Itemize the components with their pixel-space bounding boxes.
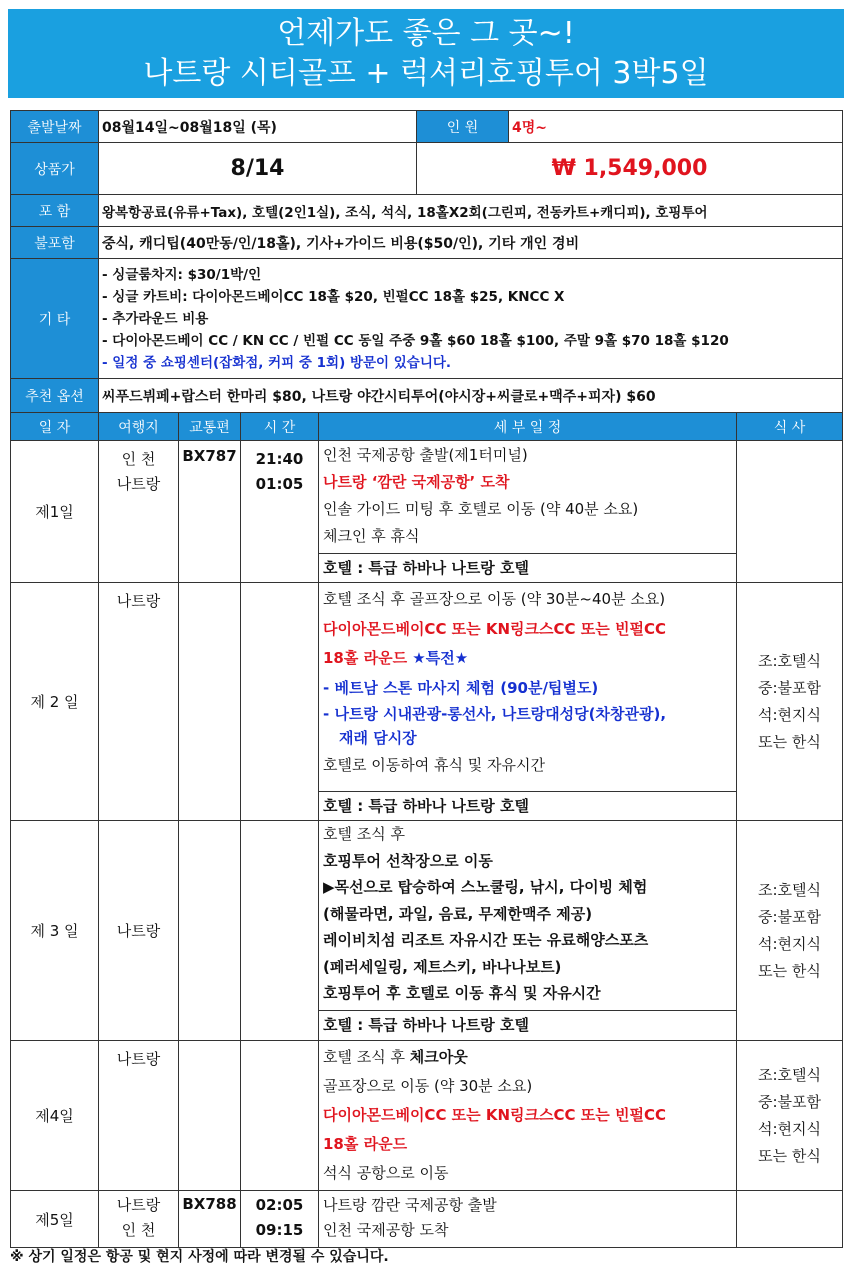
day-row-3	[11, 821, 843, 1041]
time-value: 21:40	[255, 450, 304, 468]
banner-title-line1: 언제가도 좋은 그 곳~!	[277, 16, 575, 51]
option-label: 추천 옵션	[11, 379, 99, 413]
meal-item: 또는 한식	[758, 1146, 821, 1165]
meal-item: 또는 한식	[758, 732, 821, 751]
place-name: 나트랑	[116, 475, 161, 493]
meal-cell	[737, 821, 843, 1041]
detail-line: 18홀 라운드	[323, 1135, 408, 1153]
day-label: 제4일	[11, 1041, 99, 1191]
flight-cell	[179, 583, 241, 821]
detail-line: 인천 국제공항 도착	[323, 1221, 449, 1239]
price-date: 8/14	[99, 143, 417, 195]
etc-notes	[99, 259, 843, 379]
place-cell	[99, 1191, 179, 1248]
day-label: 제1일	[11, 441, 99, 583]
detail-line: - 나트랑 시내관광-롱선사, 나트랑대성당(차창관광),	[323, 705, 667, 723]
include-label: 포 함	[11, 195, 99, 227]
detail-line: 호핑투어 후 호텔로 이동 휴식 및 자유시간	[323, 984, 601, 1002]
day-row-4	[11, 1041, 843, 1191]
detail-line: 다이아몬드베이CC 또는 KN링크스CC 또는 빈펄CC	[323, 619, 666, 638]
detail-cell	[319, 1191, 737, 1248]
meal-item: 석:현지식	[757, 934, 821, 953]
meal-item: 또는 한식	[758, 961, 821, 980]
detail-line: 인천 국제공항 출발(제1터미널)	[323, 446, 528, 464]
meal-cell	[737, 441, 843, 583]
checkout-text: 체크아웃	[409, 1048, 468, 1066]
detail-text: 18홀 라운드	[323, 649, 413, 667]
special-badge: ★특전★	[412, 649, 469, 667]
day-label: 제 2 일	[11, 583, 99, 821]
time-cell	[241, 441, 319, 583]
detail-line: 체크인 후 휴식	[323, 527, 420, 545]
hotel-line: 호텔 : 특급 하바나 나트랑 호텔	[319, 553, 736, 582]
meal-cell	[737, 583, 843, 821]
detail-line	[319, 644, 736, 674]
day-row-5	[11, 1191, 843, 1248]
place-cell	[99, 583, 179, 821]
col-header-day: 일 자	[11, 413, 99, 441]
include-value: 왕복항공료(유류+Tax), 호텔(2인1실), 조식, 석식, 18홀X2회(그린피, 전동카트+캐디피), 호핑투어	[99, 195, 843, 227]
detail-line: 레이비치섬 리조트 자유시간 또는 유료해양스포츠	[323, 931, 649, 949]
etc-note: - 싱글룸차지: $30/1박/인	[102, 266, 262, 283]
col-header-transport: 교통편	[179, 413, 241, 441]
detail-line: 호핑투어 선착장으로 이동	[323, 851, 493, 870]
day-row-1	[11, 441, 843, 583]
time-value: 01:05	[255, 475, 304, 493]
detail-cell	[319, 583, 737, 821]
detail-line: 호텔로 이동하여 휴식 및 자유시간	[323, 756, 545, 774]
time-value: 09:15	[255, 1221, 304, 1239]
detail-line: 재래 담시장	[339, 729, 417, 747]
detail-line: (페러세일링, 제트스키, 바나나보트)	[323, 957, 562, 976]
time-cell	[241, 821, 319, 1041]
place-cell	[99, 821, 179, 1041]
price-label: 상품가	[11, 143, 99, 195]
meal-item: 석:현지식	[757, 705, 821, 724]
price-value: ₩ 1,549,000	[417, 143, 843, 195]
detail-line: ▶목선으로 탑승하여 스노쿨링, 낚시, 다이빙 체험	[323, 878, 648, 896]
time-value: 02:05	[255, 1196, 304, 1214]
meal-item: 조:호텔식	[757, 1065, 821, 1084]
detail-line: - 베트남 스톤 마사지 체험 (90분/팁별도)	[323, 678, 599, 697]
flight-cell	[179, 1041, 241, 1191]
detail-line: (해물라면, 과일, 음료, 무제한맥주 제공)	[323, 904, 593, 923]
etc-note-shopping: - 일정 중 쇼핑센터(잡화점, 커피 중 1회) 방문이 있습니다.	[102, 354, 452, 371]
place-cell	[99, 441, 179, 583]
detail-line: 다이아몬드베이CC 또는 KN링크스CC 또는 빈펄CC	[323, 1106, 666, 1124]
etc-note: - 추가라운드 비용	[102, 310, 209, 327]
col-header-meal: 식 사	[737, 413, 843, 441]
footer-notice: ※ 상기 일정은 항공 및 현지 사정에 따라 변경될 수 있습니다.	[10, 1249, 389, 1265]
place-name: 나트랑	[116, 922, 161, 940]
option-value: 씨푸드뷔페+랍스터 한마리 $80, 나트랑 야간시티투어(야시장+씨클로+맥주+피자) $60	[99, 379, 843, 413]
detail-cell	[319, 441, 737, 583]
detail-cell	[319, 821, 737, 1041]
exclude-value: 중식, 캐디팁(40만동/인/18홀), 기사+가이드 비용($50/인), 기타 개인 경비	[99, 227, 843, 259]
meal-item: 조:호텔식	[757, 651, 821, 670]
meal-item: 중:불포함	[757, 1092, 821, 1111]
detail-line: 호텔 조식 후 골프장으로 이동 (약 30분~40분 소요)	[323, 590, 666, 608]
people-value: 4명~	[509, 111, 843, 143]
exclude-label: 불포함	[11, 227, 99, 259]
flight-number: BX787	[179, 441, 241, 583]
detail-text: 호텔 조식 후	[323, 1048, 410, 1066]
meal-cell	[737, 1191, 843, 1248]
meal-item: 석:현지식	[757, 1119, 821, 1138]
depart-date-value: 08월14일~08월18일 (목)	[99, 111, 417, 143]
col-header-place: 여행지	[99, 413, 179, 441]
place-name: 나트랑	[116, 1196, 161, 1214]
place-name: 나트랑	[116, 592, 161, 610]
day-label: 제 3 일	[11, 821, 99, 1041]
detail-line: 나트랑 깜란 국제공항 출발	[323, 1196, 497, 1214]
hotel-line: 호텔 : 특급 하바나 나트랑 호텔	[319, 1010, 736, 1039]
meal-item: 조:호텔식	[757, 880, 821, 899]
banner-title-line2: 나트랑 시티골프 + 럭셔리호핑투어 3박5일	[143, 56, 709, 91]
flight-number: BX788	[179, 1191, 241, 1248]
time-cell	[241, 583, 319, 821]
place-name: 인 천	[121, 450, 156, 468]
detail-line: 호텔 조식 후	[323, 825, 405, 843]
detail-line: 골프장으로 이동 (약 30분 소요)	[323, 1077, 533, 1095]
place-name: 나트랑	[116, 1050, 161, 1068]
detail-line	[319, 1043, 736, 1072]
meal-cell	[737, 1041, 843, 1191]
etc-note: - 다이아몬드베이 CC / KN CC / 빈펄 CC 동일 주중 9홀 $60 18홀 $100, 주말 9홀 $70 18홀 $120	[102, 332, 729, 349]
etc-note: - 싱글 카트비: 다이아몬드베이CC 18홀 $20, 빈펄CC 18홀 $25, KNCC X	[102, 288, 565, 305]
detail-line: 인솔 가이드 미팅 후 호텔로 이동 (약 40분 소요)	[323, 500, 639, 518]
flight-cell	[179, 821, 241, 1041]
people-label: 인 원	[417, 111, 509, 143]
meal-item: 중:불포함	[757, 678, 821, 697]
product-info-table	[10, 110, 843, 413]
day-row-2	[11, 583, 843, 821]
place-cell	[99, 1041, 179, 1191]
time-cell	[241, 1041, 319, 1191]
col-header-time: 시 간	[241, 413, 319, 441]
place-name: 인 천	[121, 1221, 156, 1239]
day-label: 제5일	[11, 1191, 99, 1248]
title-banner	[8, 9, 844, 98]
detail-line: 나트랑 ‘깜란 국제공항’ 도착	[323, 473, 510, 491]
detail-line: 석식 공항으로 이동	[323, 1164, 449, 1182]
col-header-detail: 세 부 일 정	[319, 413, 737, 441]
detail-cell	[319, 1041, 737, 1191]
depart-date-label: 출발날짜	[11, 111, 99, 143]
time-cell	[241, 1191, 319, 1248]
hotel-line: 호텔 : 특급 하바나 나트랑 호텔	[319, 791, 736, 820]
meal-item: 중:불포함	[757, 907, 821, 926]
etc-label: 기 타	[11, 259, 99, 379]
itinerary-table	[10, 412, 843, 1248]
